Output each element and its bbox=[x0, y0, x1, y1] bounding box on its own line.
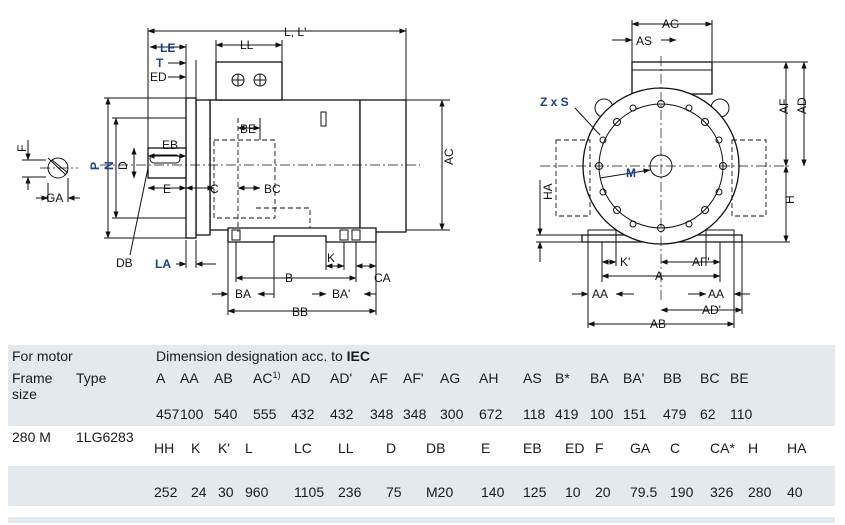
label-AS: AS bbox=[636, 34, 653, 48]
type-label: Type bbox=[76, 370, 107, 386]
header-cell-2-9: EB bbox=[523, 440, 542, 456]
label-ZxS: Z x S bbox=[540, 95, 569, 109]
label-LA: LA bbox=[155, 257, 171, 271]
value-cell-11: 419 bbox=[555, 406, 579, 422]
value-cell-2-1: 24 bbox=[191, 484, 207, 500]
label-CA: CA bbox=[374, 271, 391, 285]
label-K: K bbox=[327, 251, 336, 265]
value-cell-2-11: 20 bbox=[595, 484, 611, 500]
label-AB: AB bbox=[650, 317, 667, 331]
value-cell-6: 348 bbox=[370, 406, 394, 422]
header-cell-14: BB bbox=[663, 370, 682, 386]
header-cell-10: AS bbox=[523, 370, 542, 386]
value-cell-10: 118 bbox=[523, 406, 546, 422]
frame-size-value: 280 M bbox=[12, 429, 51, 445]
header-cell-2-11: F bbox=[595, 440, 604, 456]
value-cell-2-9: 125 bbox=[523, 484, 547, 500]
header-cell-6: AF bbox=[370, 370, 388, 386]
value-cell-5: 432 bbox=[330, 406, 354, 422]
label-E: E bbox=[163, 182, 172, 196]
value-cell-2-0: 252 bbox=[154, 484, 178, 500]
label-A: A bbox=[655, 269, 664, 283]
value-cell-9: 672 bbox=[479, 406, 503, 422]
header-cell-2-10: ED bbox=[565, 440, 585, 456]
value-cell-2-8: 140 bbox=[481, 484, 505, 500]
label-AA-left: AA bbox=[592, 287, 609, 301]
label-N: N bbox=[102, 161, 116, 170]
header-cell-2-13: C bbox=[670, 440, 681, 456]
label-AA-right: AA bbox=[708, 287, 725, 301]
flange bbox=[196, 100, 210, 235]
value-cell-8: 300 bbox=[440, 406, 464, 422]
label-HA: HA bbox=[541, 183, 555, 200]
header-cell-13: BA' bbox=[623, 370, 645, 386]
header-cell-2-6: D bbox=[386, 440, 397, 456]
label-AG: AG bbox=[662, 17, 680, 31]
value-cell-3: 555 bbox=[253, 406, 277, 422]
label-BC: BC bbox=[264, 182, 281, 196]
label-AD: AD bbox=[795, 97, 809, 114]
header-cell-4: AD bbox=[291, 370, 311, 386]
value-cell-2-7: M20 bbox=[426, 484, 454, 500]
label-K-prime: K' bbox=[620, 255, 631, 269]
label-T: T bbox=[156, 56, 164, 70]
value-cell-2-16: 40 bbox=[787, 484, 803, 500]
value-cell-2-14: 326 bbox=[710, 484, 734, 500]
header-cell-2-4: LC bbox=[294, 440, 312, 456]
label-AF-prime: AF' bbox=[692, 255, 710, 269]
header-cell-2: AB bbox=[214, 370, 233, 386]
type-value: 1LG6283 bbox=[76, 429, 134, 445]
value-cell-15: 62 bbox=[700, 406, 716, 422]
value-cell-4: 432 bbox=[291, 406, 315, 422]
terminal-box bbox=[216, 62, 282, 100]
header-cell-2-0: HH bbox=[154, 440, 175, 456]
label-GA: GA bbox=[46, 191, 64, 205]
value-cell-0: 457 bbox=[156, 406, 180, 422]
value-cell-13: 151 bbox=[623, 406, 647, 422]
label-LL: LL bbox=[240, 38, 254, 52]
header-cell-2-3: L bbox=[245, 440, 253, 456]
ac-footnote: 1) bbox=[272, 370, 281, 380]
value-cell-7: 348 bbox=[403, 406, 427, 422]
for-motor-label: For motor bbox=[12, 348, 73, 364]
value-cell-2-12: 79.5 bbox=[630, 484, 658, 500]
label-B: B bbox=[285, 271, 294, 285]
value-cell-1: 100 bbox=[180, 406, 204, 422]
header-cell-2-1: K bbox=[191, 440, 201, 456]
header-cell-16: BE bbox=[730, 370, 749, 386]
label-DB: DB bbox=[116, 256, 133, 270]
label-M: M bbox=[626, 166, 636, 180]
header-cell-2-16: HA bbox=[787, 440, 807, 456]
header-cell-2-8: E bbox=[481, 440, 491, 456]
value-cell-2: 540 bbox=[214, 406, 238, 422]
dimension-table bbox=[8, 345, 835, 523]
header-cell-2-14: CA* bbox=[710, 440, 735, 456]
header-cell-2-15: H bbox=[748, 440, 759, 456]
value-cell-2-5: 236 bbox=[338, 484, 362, 500]
designation-label: Dimension designation acc. to IEC bbox=[156, 348, 371, 364]
header-cell-2-12: GA bbox=[630, 440, 651, 456]
header-cell-11: B* bbox=[555, 370, 570, 386]
value-cell-2-2: 30 bbox=[218, 484, 234, 500]
value-cell-2-10: 10 bbox=[565, 484, 581, 500]
label-EB: EB bbox=[162, 138, 179, 152]
header-cell-12: BA bbox=[590, 370, 609, 386]
header-cell-7: AF' bbox=[403, 370, 424, 386]
label-LE: LE bbox=[160, 41, 176, 55]
value-cell-2-4: 1105 bbox=[294, 484, 325, 500]
label-D: D bbox=[116, 161, 130, 170]
value-cell-2-6: 75 bbox=[386, 484, 402, 500]
header-cell-5: AD' bbox=[330, 370, 353, 386]
header-cell-2-2: K' bbox=[218, 440, 231, 456]
header-cell-2-5: LL bbox=[338, 440, 354, 456]
value-cell-14: 479 bbox=[663, 406, 687, 422]
label-BA: BA bbox=[235, 287, 252, 301]
value-cell-2-15: 280 bbox=[748, 484, 772, 500]
header-cell-1: AA bbox=[180, 370, 199, 386]
header-cell-9: AH bbox=[479, 370, 499, 386]
label-AC: AC bbox=[442, 148, 456, 165]
header-cell-15: BC bbox=[700, 370, 720, 386]
label-ED: ED bbox=[150, 70, 167, 84]
label-AD-prime: AD' bbox=[702, 303, 721, 317]
value-cell-16: 110 bbox=[730, 406, 753, 422]
label-H: H bbox=[783, 195, 797, 204]
label-BE: BE bbox=[240, 122, 257, 136]
label-P: P bbox=[88, 161, 102, 170]
value-cell-12: 100 bbox=[590, 406, 614, 422]
label-L: L, L' bbox=[284, 25, 307, 39]
label-BA-prime: BA' bbox=[332, 287, 351, 301]
fan-cowl bbox=[360, 100, 406, 232]
label-AF: AF bbox=[777, 98, 791, 114]
motor-side-view bbox=[15, 25, 456, 319]
label-F: F bbox=[15, 144, 29, 152]
frame-size-label: Frame size bbox=[12, 370, 53, 402]
header-cell-3: AC$^{1)}$ bbox=[253, 370, 281, 386]
label-C: C bbox=[210, 182, 219, 196]
header-cell-8: AG bbox=[440, 370, 461, 386]
label-BB: BB bbox=[292, 305, 309, 319]
motor-end-view bbox=[536, 17, 809, 331]
header-cell-2-7: DB bbox=[426, 440, 446, 456]
value-cell-2-13: 190 bbox=[670, 484, 694, 500]
designation-standard: IEC bbox=[346, 348, 371, 364]
header-cell-0: A bbox=[156, 370, 166, 386]
value-cell-2-3: 960 bbox=[245, 484, 269, 500]
